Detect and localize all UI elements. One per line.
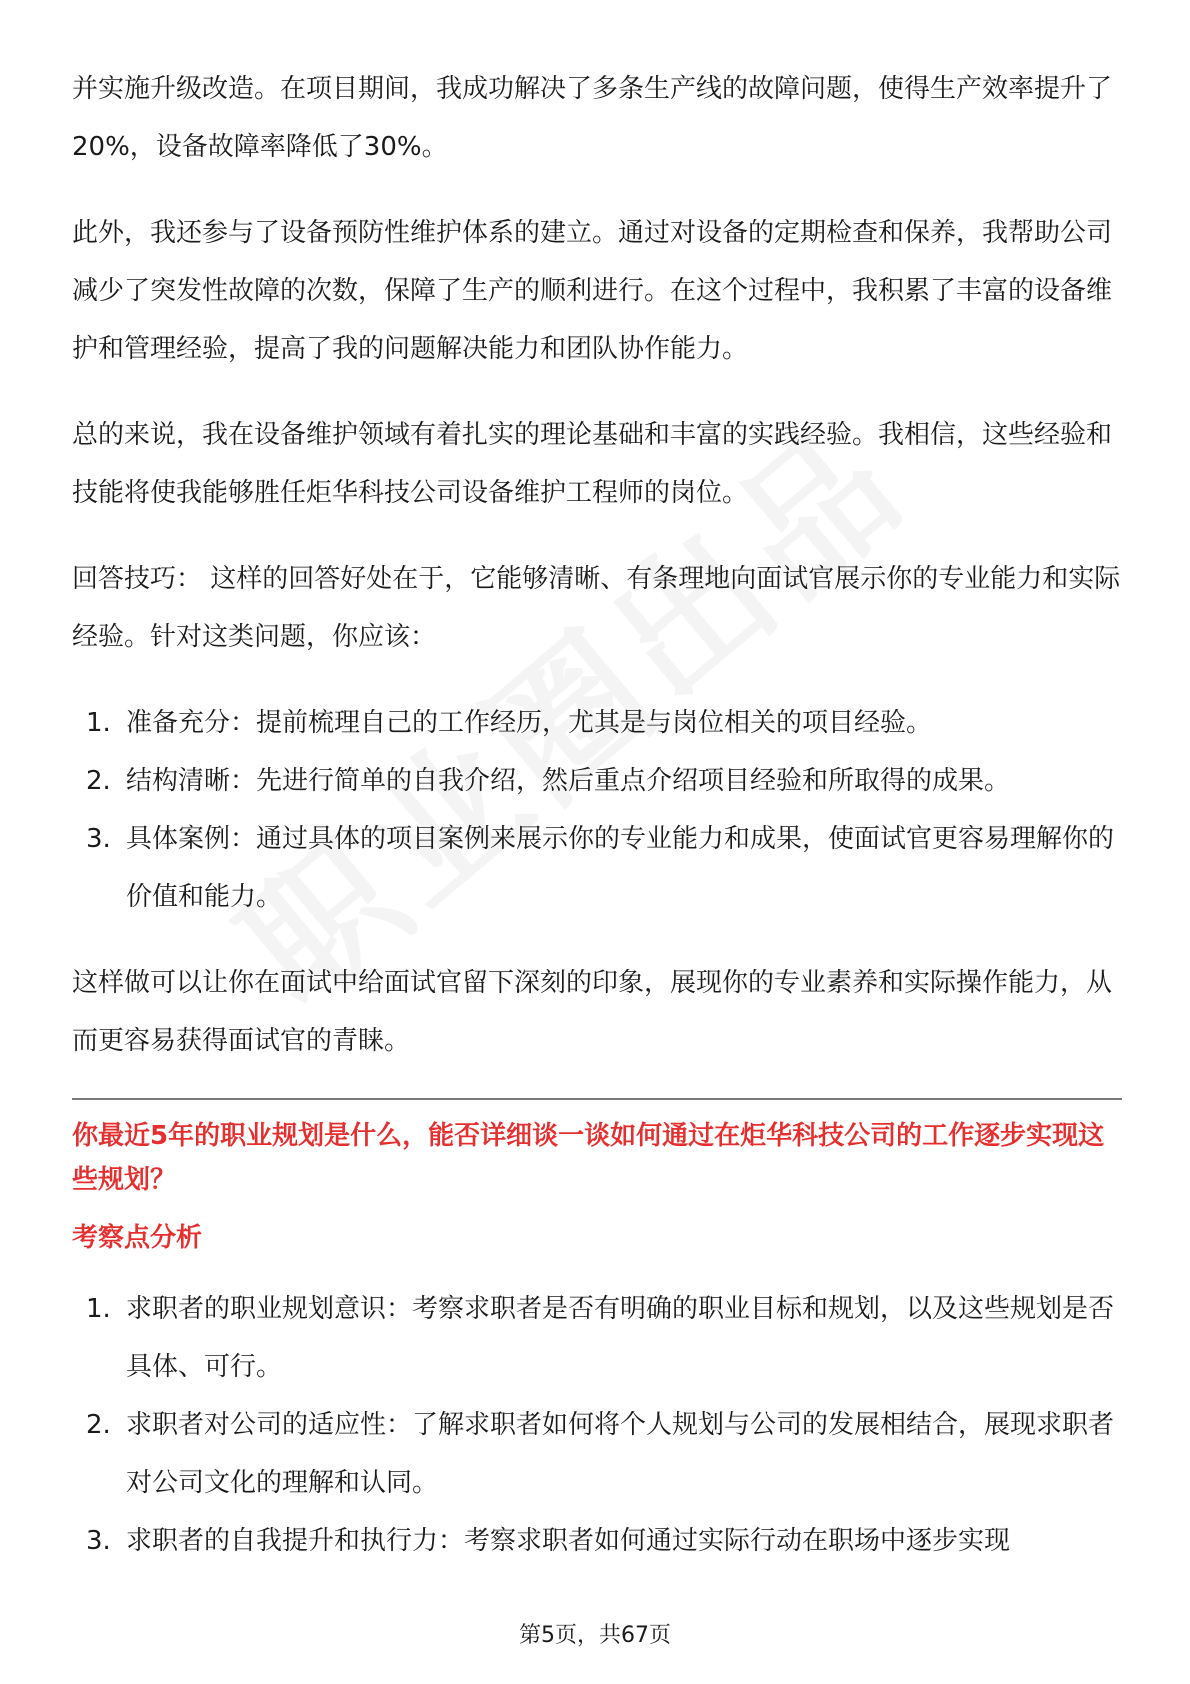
list-item-text: 具体案例：通过具体的项目案例来展示你的专业能力和成果，使面试官更容易理解你的价值和能力。 [126, 824, 1115, 912]
paragraph: 此外，我还参与了设备预防性维护体系的建立。通过对设备的定期检查和保养，我帮助公司减少了突发性故障的次数，保障了生产的顺利进行。在这个过程中，我积累了丰富的设备维护和管理经验，提高了我的问题解决能力和团队协作能力。 [72, 218, 1113, 364]
list-item [72, 810, 1122, 926]
list-number: 3. [86, 1526, 111, 1556]
list-item-text: 求职者对公司的适应性：了解求职者如何将个人规划与公司的发展相结合，展现求职者对公司文化的理解和认同。 [126, 1410, 1115, 1498]
list-number: 3. [86, 824, 111, 854]
list-item [72, 1280, 1122, 1396]
closing-paragraph: 这样做可以让你在面试中给面试官留下深刻的印象，展现你的专业素养和实际操作能力，从而更容易获得面试官的青睐。 [72, 968, 1113, 1056]
interview-question: 你最近5年的职业规划是什么，能否详细谈一谈如何通过在炬华科技公司的工作逐步实现这些规划？ [72, 1121, 1105, 1195]
paragraph: 总的来说，我在设备维护领域有着扎实的理论基础和丰富的实践经验。我相信，这些经验和技能将使我能够胜任炬华科技公司设备维护工程师的岗位。 [72, 420, 1113, 508]
paragraph: 并实施升级改造。在项目期间，我成功解决了多条生产线的故障问题，使得生产效率提升了20%，设备故障率降低了30%。 [72, 74, 1113, 162]
list-item [72, 1396, 1122, 1512]
analysis-list [72, 1280, 1122, 1570]
list-number: 2. [86, 1410, 111, 1440]
answer-tips-intro: 回答技巧： 这样的回答好处在于，它能够清晰、有条理地向面试官展示你的专业能力和实际经验。针对这类问题，你应该： [72, 564, 1121, 652]
list-item-text: 求职者的自我提升和执行力：考察求职者如何通过实际行动在职场中逐步实现 [126, 1526, 1011, 1556]
list-item [72, 752, 1122, 810]
section-divider [72, 1098, 1122, 1100]
list-number: 2. [86, 766, 111, 796]
document-page [72, 60, 1122, 1598]
page-footer: 第5页，共67页 [519, 1623, 671, 1648]
list-item-text: 求职者的职业规划意识：考察求职者是否有明确的职业目标和规划，以及这些规划是否具体、可行。 [126, 1294, 1115, 1382]
analysis-heading: 考察点分析 [72, 1223, 203, 1253]
list-item [72, 1512, 1122, 1570]
list-number: 1. [86, 708, 111, 738]
list-item-text: 准备充分：提前梳理自己的工作经历，尤其是与岗位相关的项目经验。 [126, 708, 933, 738]
list-number: 1. [86, 1294, 111, 1324]
list-item [72, 694, 1122, 752]
tips-list [72, 694, 1122, 926]
list-item-text: 结构清晰：先进行简单的自我介绍，然后重点介绍项目经验和所取得的成果。 [126, 766, 1011, 796]
